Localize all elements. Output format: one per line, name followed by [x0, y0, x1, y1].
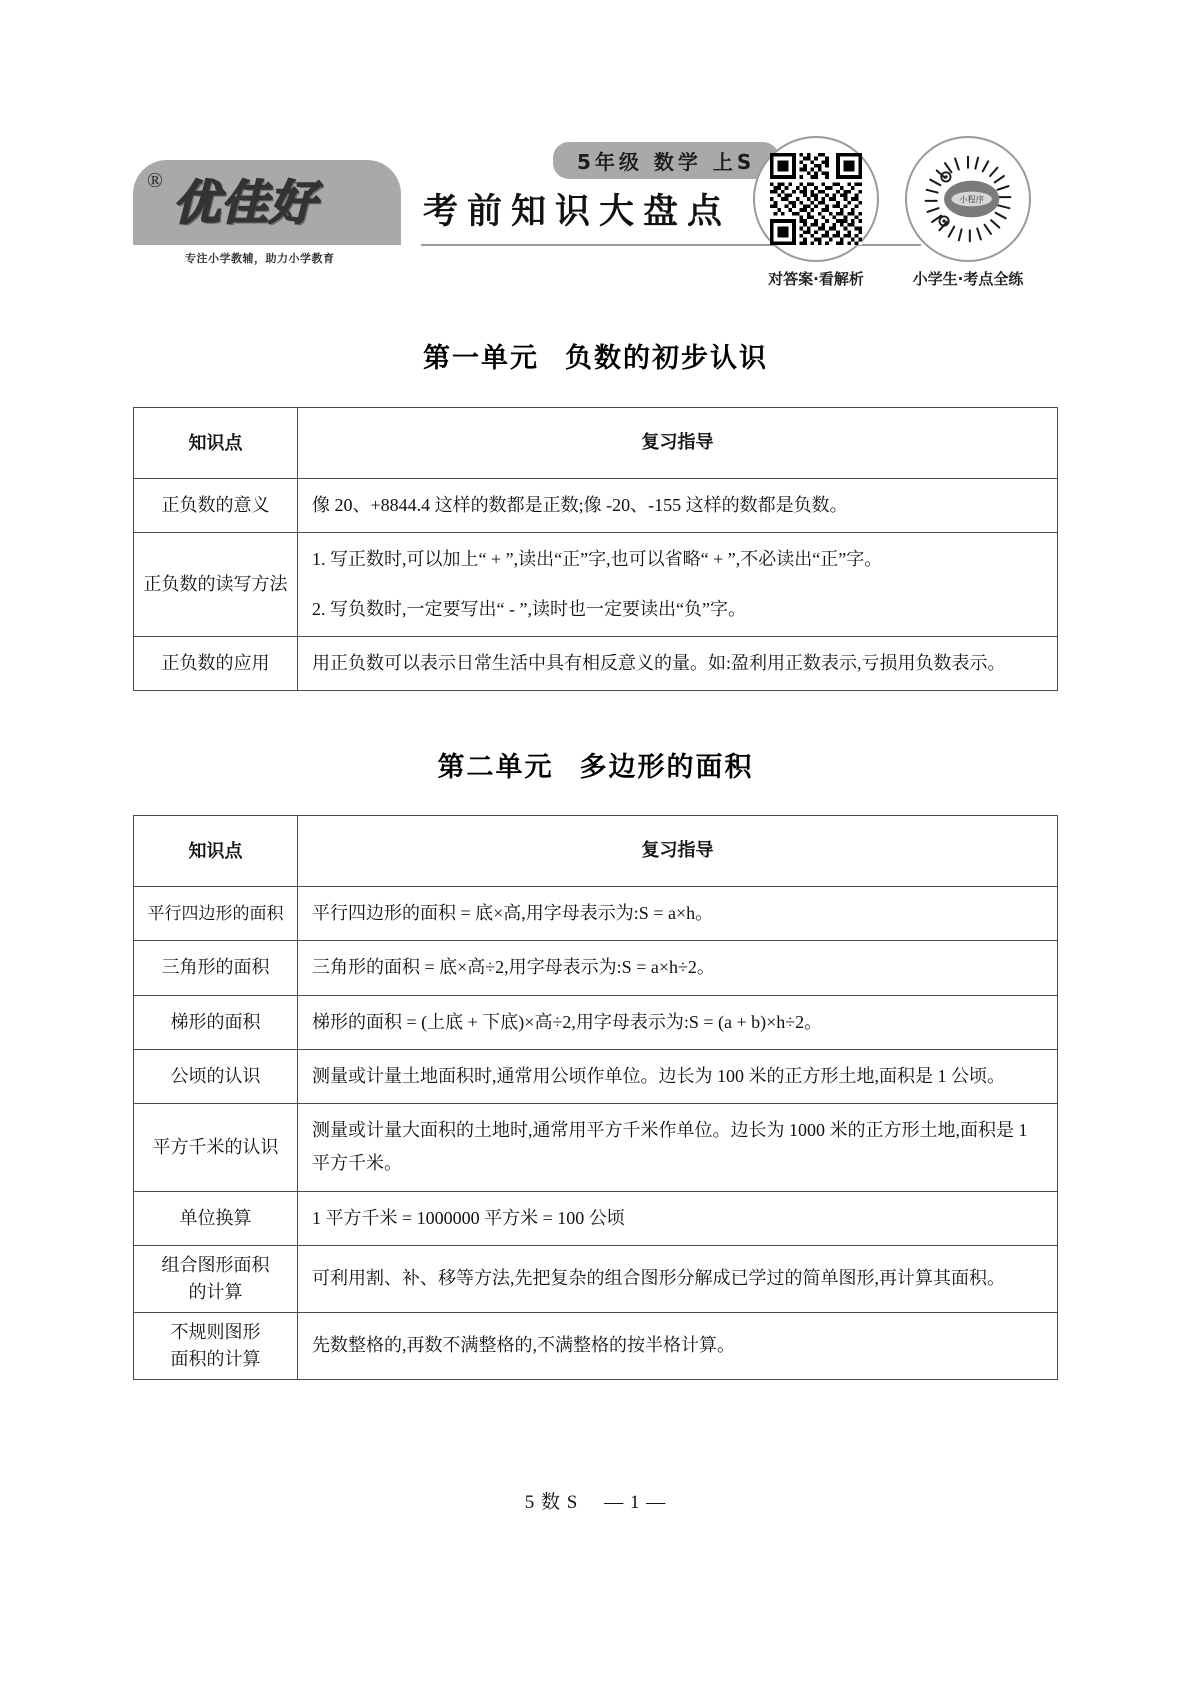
footer-book-code: 5 数 S: [524, 1492, 579, 1513]
row-key: [134, 1246, 298, 1313]
table-row: [134, 479, 1058, 533]
unit-1-title: 负数的初步认识: [565, 343, 768, 374]
row-value: [298, 995, 1058, 1049]
brand-logo: [133, 160, 401, 268]
row-key: 平行四边形的面积: [134, 887, 298, 941]
qr-code-icon: [770, 153, 862, 245]
table-row: [134, 636, 1058, 690]
row-key: 单位换算: [134, 1191, 298, 1245]
row-line: 用正负数可以表示日常生活中具有相反意义的量。如:盈利用正数表示,亏损用负数表示。: [312, 652, 1006, 673]
table-row: [134, 1246, 1058, 1313]
row-line: 平行四边形的面积 = 底×高,用字母表示为:S = a×h。: [312, 903, 714, 923]
row-key: [134, 1313, 298, 1380]
unit-2-number: 第二单元: [437, 752, 554, 783]
row-key: 梯形的面积: [134, 995, 298, 1049]
col-header-knowledge-point: 知识点: [134, 408, 298, 479]
row-key: 平方千米的认识: [134, 1104, 298, 1192]
unit-2-heading: [133, 745, 1058, 784]
row-line: 测量或计量土地面积时,通常用公顷作单位。边长为 100 米的正方形土地,面积是 1 公顷。: [312, 1065, 1005, 1086]
row-line: 三角形的面积 = 底×高÷2,用字母表示为:S = a×h÷2。: [312, 957, 715, 978]
row-value: [298, 941, 1058, 995]
table-row: [134, 1313, 1058, 1380]
unit-1-number: 第一单元: [423, 343, 539, 374]
wechat-mini-code-icon: [922, 153, 1014, 245]
table-row: [134, 887, 1058, 941]
table-row: [134, 1104, 1058, 1192]
footer-page-number: — 1 —: [604, 1492, 667, 1513]
row-value: [298, 887, 1058, 941]
logo-wordmark: 优佳好: [173, 176, 317, 231]
page-title: 考前知识大盘点: [423, 192, 732, 232]
row-value: [298, 1313, 1058, 1380]
row-value: [298, 1246, 1058, 1313]
row-value: [298, 636, 1058, 690]
row-key: 正负数的应用: [134, 636, 298, 690]
table-row: [134, 1049, 1058, 1103]
table-row: [134, 533, 1058, 637]
row-line: 像 20、+8844.4 这样的数都是正数;像 -20、-155 这样的数都是负数。: [312, 495, 848, 515]
row-key-line: 不规则图形: [170, 1322, 261, 1343]
unit-2-title: 多边形的面积: [579, 752, 754, 783]
row-value: [298, 1104, 1058, 1192]
page-footer: [133, 1487, 1058, 1514]
row-line: 梯形的面积 = (上底 + 下底)×高÷2,用字母表示为:S = (a + b)×h÷2。: [312, 1011, 823, 1032]
row-line: 1 平方千米 = 1000000 平方米 = 100 公顷: [312, 1207, 625, 1228]
row-value: [298, 1191, 1058, 1245]
qr-answers-circle[interactable]: [753, 136, 879, 262]
row-line: 测量或计量大面积的土地时,通常用平方千米作单位。边长为 1000 米的正方形土地,面积是 1 平方千米。: [312, 1120, 1028, 1174]
logo-tagline: 专注小学教辅，助力小学教育: [185, 252, 335, 265]
row-key: 三角形的面积: [134, 941, 298, 995]
svg-text:小程序: 小程序: [959, 194, 985, 205]
row-value: [298, 479, 1058, 533]
row-value: [298, 1049, 1058, 1103]
row-line: 可利用割、补、移等方法,先把复杂的组合图形分解成已学过的简单图形,再计算其面积。: [312, 1268, 1005, 1289]
row-key-line: 面积的计算: [170, 1349, 261, 1370]
row-key: 正负数的读写方法: [134, 533, 298, 637]
table-row: [134, 1191, 1058, 1245]
registered-mark-icon: ®: [147, 168, 163, 192]
table-header-row: [134, 816, 1058, 887]
unit-1-heading: [133, 336, 1058, 375]
table-header-row: [134, 408, 1058, 479]
qr-answers-caption: 对答案·看解析: [768, 270, 864, 288]
row-line: 2. 写负数时,一定要写出“ - ”,读时也一定要读出“负”字。: [312, 598, 746, 619]
row-key: 公顷的认识: [134, 1049, 298, 1103]
col-header-review-guide: 复习指导: [298, 816, 1058, 887]
qr-practice-caption: 小学生·考点全练: [912, 270, 1024, 288]
qr-practice-circle[interactable]: [905, 136, 1031, 262]
col-header-review-guide: 复习指导: [298, 408, 1058, 479]
col-header-knowledge-point: 知识点: [134, 816, 298, 887]
row-value: [298, 533, 1058, 637]
grade-subject-badge: 5年级 数学 上S: [553, 142, 779, 179]
table-row: [134, 995, 1058, 1049]
row-line: 1. 写正数时,可以加上“ + ”,读出“正”字,也可以省略“ + ”,不必读出“正”字。: [312, 549, 883, 570]
row-key-line: 组合图形面积: [161, 1255, 270, 1276]
page-header: [133, 134, 1058, 304]
unit-1-table: [133, 407, 1058, 691]
unit-2-table: [133, 815, 1058, 1380]
row-key-line: 的计算: [188, 1282, 243, 1303]
row-key: 正负数的意义: [134, 479, 298, 533]
row-line: 先数整格的,再数不满整格的,不满整格的按半格计算。: [312, 1335, 735, 1356]
table-row: [134, 941, 1058, 995]
